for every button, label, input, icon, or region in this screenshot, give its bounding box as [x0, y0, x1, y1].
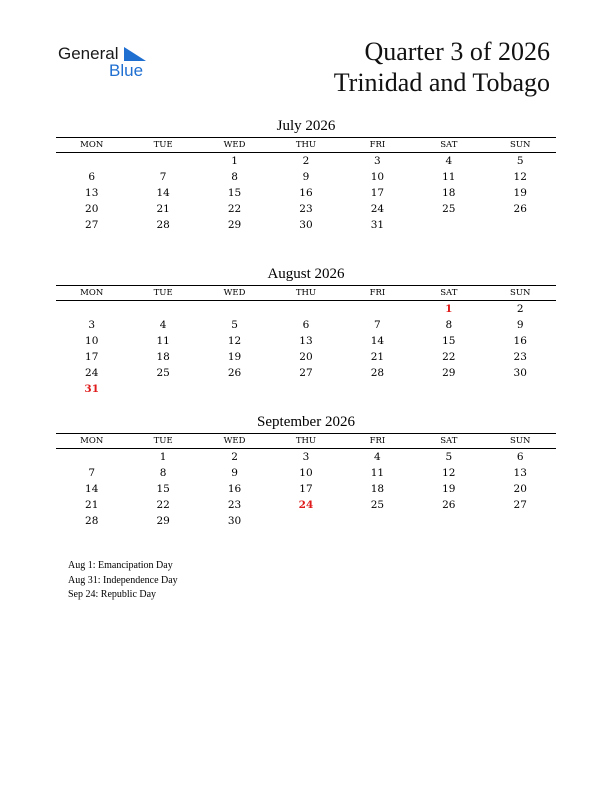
calendar-date [56, 301, 127, 317]
week-row [56, 449, 556, 465]
weekday-header: WED [223, 436, 246, 446]
calendar-date: 18 [442, 187, 456, 199]
holiday-date: 31 [84, 383, 100, 395]
weekday-header: TUE [153, 288, 173, 298]
calendar-date [56, 153, 127, 169]
calendar-date: 8 [159, 467, 167, 479]
calendar-date: 22 [227, 203, 242, 215]
calendar-date [342, 513, 413, 529]
week-row [56, 465, 556, 481]
calendar-date: 12 [513, 171, 527, 183]
week-row [56, 301, 556, 317]
calendar-date: 20 [85, 203, 99, 215]
logo-general-text: General [58, 44, 119, 63]
weekday-header: SUN [510, 288, 531, 298]
calendar-date: 26 [442, 499, 456, 511]
logo-blue-text: Blue [109, 61, 144, 80]
calendar-date: 19 [227, 351, 242, 363]
calendar-date: 4 [159, 319, 167, 331]
weekday-header: WED [223, 288, 246, 298]
calendar-date [199, 381, 270, 397]
week-row [56, 481, 556, 497]
weekday-header: TUE [153, 140, 173, 150]
month-august [56, 265, 556, 397]
calendar-date: 3 [302, 451, 310, 463]
week-row [56, 217, 556, 233]
week-row [56, 497, 556, 513]
calendar-date: 2 [302, 155, 310, 167]
calendar-date: 14 [156, 187, 170, 199]
calendar-date [127, 381, 198, 397]
logo [58, 44, 168, 84]
calendar-date: 18 [156, 351, 170, 363]
calendar-date: 10 [85, 335, 99, 347]
month-title: July 2026 [276, 118, 336, 134]
calendar-date [485, 381, 556, 397]
month-title: September 2026 [257, 414, 355, 430]
calendar-date: 21 [156, 203, 170, 215]
month-title: August 2026 [267, 266, 345, 282]
week-row [56, 333, 556, 349]
calendar-date: 5 [516, 155, 524, 167]
calendar-date: 28 [85, 515, 99, 527]
calendar-date: 19 [513, 187, 527, 199]
calendar-date: 4 [445, 155, 453, 167]
calendar-date [56, 449, 127, 465]
holiday-date: 24 [298, 499, 314, 511]
calendar-date [413, 217, 484, 233]
calendar-date: 13 [85, 187, 99, 199]
calendar-date: 1 [231, 155, 238, 167]
calendar-date: 9 [302, 171, 310, 183]
week-row [56, 201, 556, 217]
week-row [56, 365, 556, 381]
week-row [56, 169, 556, 185]
calendar-date: 14 [85, 483, 99, 495]
weekday-header: MON [80, 288, 104, 298]
calendar-date: 13 [299, 335, 313, 347]
calendar-date: 5 [445, 451, 453, 463]
calendar-date: 15 [442, 335, 456, 347]
calendar-date: 5 [231, 319, 238, 331]
calendar-date: 10 [299, 467, 313, 479]
calendar-date [485, 513, 556, 529]
calendar-date: 11 [442, 171, 456, 183]
calendar-date: 23 [513, 351, 527, 363]
calendar-date: 27 [513, 499, 527, 511]
calendar-date: 23 [299, 203, 313, 215]
calendar-date: 28 [370, 367, 385, 379]
weekday-header: FRI [369, 436, 386, 446]
calendar-date: 31 [370, 219, 385, 231]
title-country: Trinidad and Tobago [333, 68, 550, 97]
calendar-date: 26 [513, 203, 527, 215]
calendar-date: 17 [299, 483, 313, 495]
calendar-date: 20 [299, 351, 313, 363]
calendar-date [485, 217, 556, 233]
weekday-header: THU [295, 288, 317, 298]
week-row [56, 513, 556, 529]
calendar-date [270, 301, 341, 317]
weekday-header: FRI [369, 140, 386, 150]
calendar-date: 27 [299, 367, 313, 379]
weekday-header: SUN [510, 140, 531, 150]
calendar-date: 6 [302, 319, 310, 331]
calendar-date: 2 [516, 303, 524, 315]
calendar-date: 29 [227, 219, 242, 231]
weekday-header: WED [223, 140, 246, 150]
calendar-date: 21 [370, 351, 385, 363]
weekday-header: SUN [510, 436, 531, 446]
calendar-date: 26 [227, 367, 242, 379]
calendar-date: 16 [299, 187, 313, 199]
calendar-date [342, 301, 413, 317]
calendar-date [127, 153, 198, 169]
calendar-date: 25 [156, 367, 170, 379]
week-row [56, 185, 556, 201]
calendar-date [127, 301, 198, 317]
calendar-date: 7 [374, 319, 381, 331]
weekday-header: THU [295, 140, 317, 150]
holiday-notes [68, 559, 178, 603]
calendar-date: 29 [156, 515, 170, 527]
calendar-date: 16 [227, 483, 242, 495]
calendar-date: 20 [513, 483, 527, 495]
calendar-date: 22 [442, 351, 456, 363]
calendar-date [413, 381, 484, 397]
calendar-date: 16 [513, 335, 527, 347]
calendar-date: 21 [85, 499, 99, 511]
calendar-date: 18 [370, 483, 385, 495]
calendar-date: 7 [88, 467, 96, 479]
page-title [334, 36, 550, 98]
calendar-date: 12 [227, 335, 242, 347]
weekday-header-row [56, 137, 556, 153]
holiday-note: Sep 24: Republic Day [68, 589, 157, 600]
calendar-date: 15 [227, 187, 242, 199]
calendar-date: 30 [227, 515, 242, 527]
calendar-date: 30 [513, 367, 527, 379]
weekday-header: MON [80, 140, 104, 150]
calendar-date: 23 [227, 499, 242, 511]
calendar-date: 3 [88, 319, 96, 331]
calendar-date: 4 [374, 451, 381, 463]
calendar-date: 25 [370, 499, 385, 511]
calendar-date: 15 [156, 483, 170, 495]
weekday-header: SAT [440, 436, 458, 446]
calendar-date: 14 [370, 335, 385, 347]
holiday-note: Aug 1: Emancipation Day [68, 560, 173, 571]
calendar-date: 11 [156, 335, 170, 347]
calendar-date: 29 [442, 367, 456, 379]
weekday-header: FRI [369, 288, 386, 298]
week-row [56, 381, 556, 397]
calendar-date: 17 [370, 187, 385, 199]
calendar-date [413, 513, 484, 529]
week-row [56, 317, 556, 333]
calendar-date: 9 [231, 467, 238, 479]
calendar-date: 28 [156, 219, 170, 231]
holiday-date: 1 [445, 303, 453, 315]
calendar-date: 3 [374, 155, 381, 167]
calendar-date: 7 [159, 171, 167, 183]
calendar-date: 8 [445, 319, 453, 331]
calendar-date: 6 [516, 451, 524, 463]
calendar-date: 10 [370, 171, 385, 183]
weekday-header: SAT [440, 288, 458, 298]
calendar-date [270, 381, 341, 397]
month-july [56, 117, 556, 233]
weekday-header: MON [80, 436, 104, 446]
weekday-header: THU [295, 436, 317, 446]
calendar-date: 11 [370, 467, 385, 479]
weekday-header: SAT [440, 140, 458, 150]
title-quarter: Quarter 3 of 2026 [364, 37, 550, 66]
calendar-date: 30 [299, 219, 313, 231]
week-row [56, 153, 556, 169]
calendar-date: 24 [370, 203, 385, 215]
calendar-date [199, 301, 270, 317]
calendar-date [270, 513, 341, 529]
calendar-date: 25 [442, 203, 456, 215]
calendar-date: 6 [88, 171, 96, 183]
calendar-date: 1 [159, 451, 167, 463]
weekday-header-row [56, 433, 556, 449]
calendar-date: 2 [231, 451, 238, 463]
month-september [56, 413, 556, 529]
week-row [56, 349, 556, 365]
calendar-date: 9 [516, 319, 524, 331]
calendar-date [342, 381, 413, 397]
weekday-header: TUE [153, 436, 173, 446]
calendar-date: 12 [442, 467, 456, 479]
calendar-date: 24 [85, 367, 99, 379]
calendar-date: 8 [231, 171, 238, 183]
weekday-header-row [56, 285, 556, 301]
holiday-note: Aug 31: Independence Day [68, 574, 178, 586]
calendar-date: 22 [156, 499, 170, 511]
calendar-date: 27 [85, 219, 99, 231]
calendar-date: 19 [442, 483, 456, 495]
calendar-date: 17 [85, 351, 99, 363]
calendar-date: 13 [513, 467, 527, 479]
